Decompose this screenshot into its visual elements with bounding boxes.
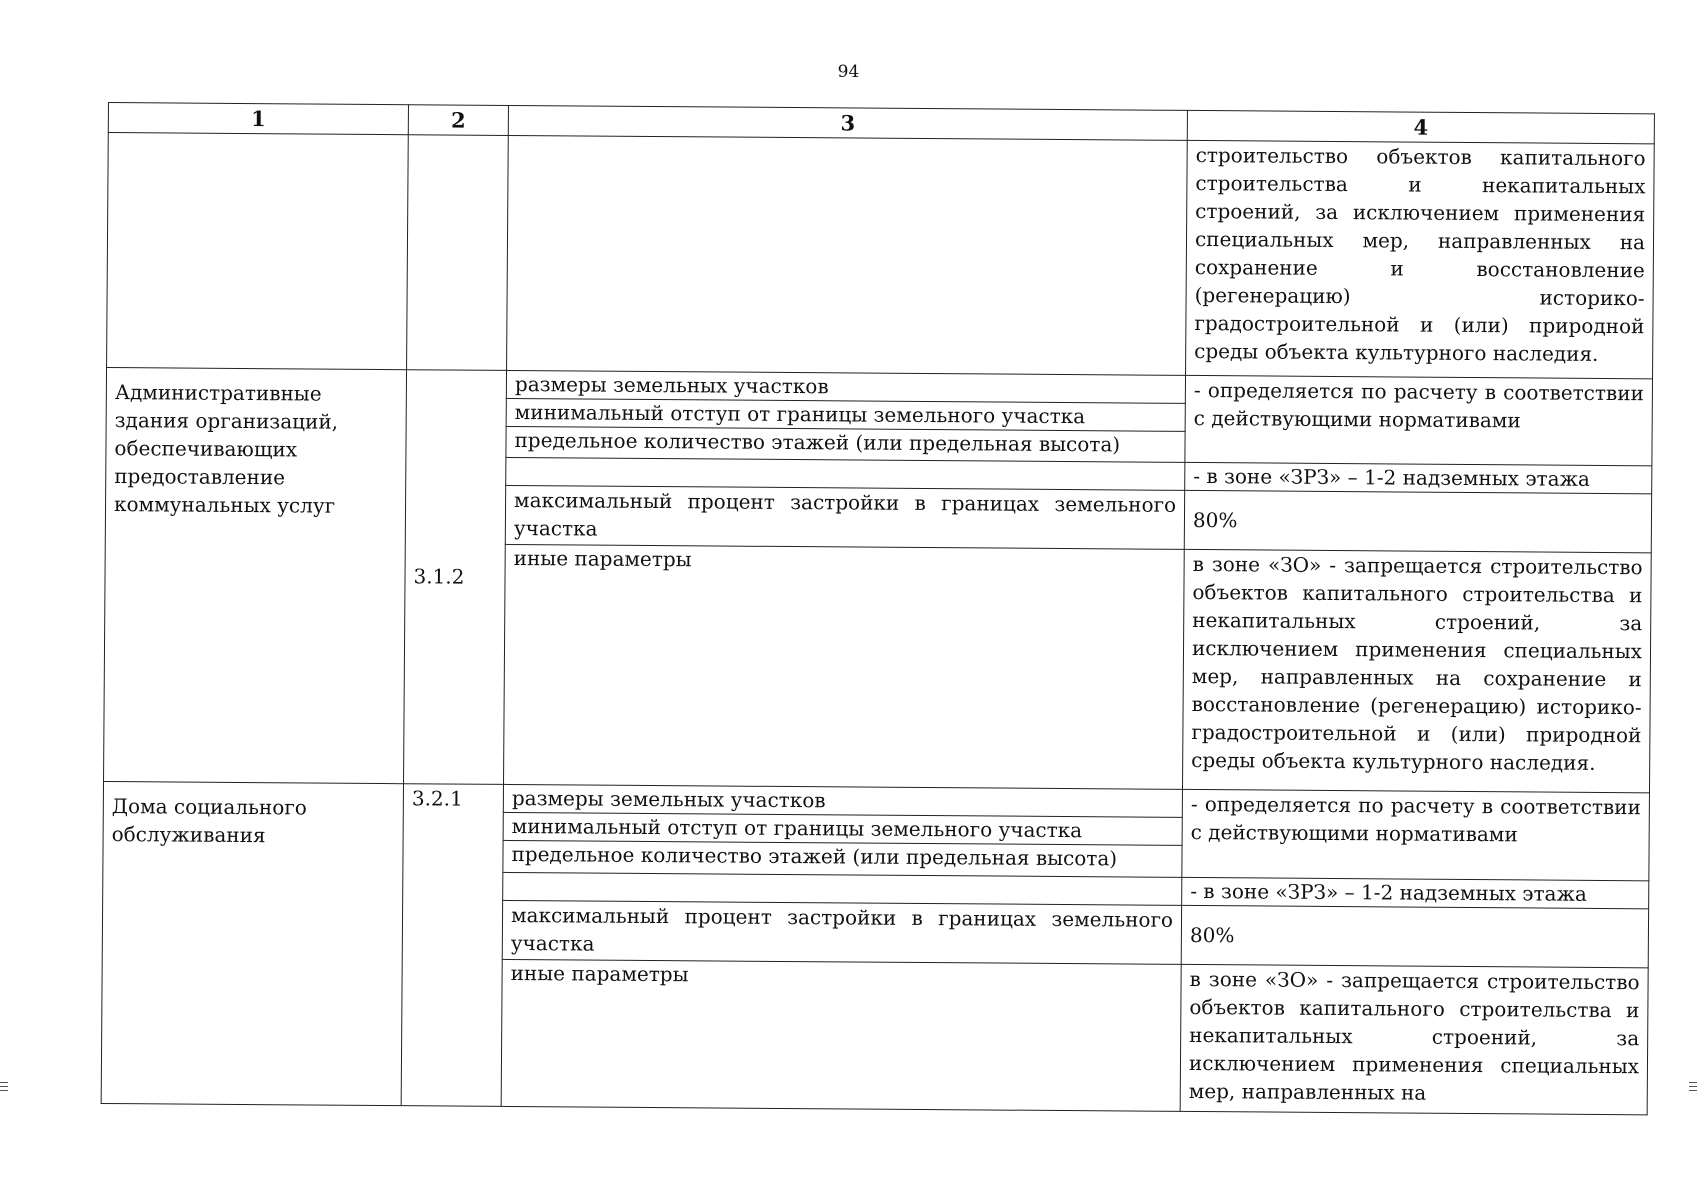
param-floors: предельное количество этажей (или предельная высота)	[506, 426, 1185, 462]
scan-edge-mark	[1689, 1082, 1697, 1083]
value-zrz: - в зоне «ЗРЗ» – 1-2 надземных этажа	[1182, 877, 1649, 909]
scan-edge-mark	[0, 1082, 8, 1083]
scan-edge-mark	[0, 1090, 8, 1091]
scan-edge-mark	[0, 1086, 8, 1087]
value-norms-text: - определяется по расчету в соответствии с действующими нормативами	[1190, 792, 1641, 847]
scan-edge-mark	[1689, 1086, 1697, 1087]
use-type-name: Дома социального обслуживания	[101, 782, 403, 1106]
param-floors: предельное количество этажей (или предельная высота)	[503, 841, 1182, 877]
value-other: в зоне «ЗО» - запрещается строительство объектов капитального строительства и некапитальных строений, за исключением применения специальных мер, направленных на сохранение и восстановление (регенерацию) историко-градостроительной и (или) природной среды объекта культурного наследия.	[1182, 550, 1651, 793]
cell-empty	[507, 136, 1188, 375]
param-coverage: максимальный процент застройки в границах земельного участка	[502, 900, 1181, 964]
scan-edge-mark	[1689, 1090, 1697, 1091]
use-type-code: 3.1.2	[404, 369, 507, 784]
column-header-2: 2	[408, 105, 508, 136]
param-setback: минимальный отступ от границы земельного участка	[506, 398, 1185, 431]
column-header-1: 1	[108, 103, 408, 135]
value-other: в зоне «ЗО» - запрещается строительство объектов капитального строительства и некапитальных строений, за исключением применения специальных мер, направленных на	[1180, 964, 1648, 1114]
value-coverage: 80%	[1181, 905, 1648, 968]
value-norms	[1185, 375, 1653, 466]
param-other: иные параметры	[504, 545, 1185, 790]
value-coverage: 80%	[1184, 491, 1651, 554]
param-other: иные параметры	[501, 959, 1181, 1111]
use-type-name: Административные здания организаций, обеспечивающих предоставление коммунальных услуг	[104, 367, 407, 784]
param-setback: минимальный отступ от границы земельного участка	[503, 813, 1182, 846]
page-number: 94	[837, 62, 860, 82]
param-coverage: максимальный процент застройки в границах земельного участка	[505, 486, 1184, 550]
value-norms	[1182, 789, 1650, 880]
use-type-code: 3.2.1	[401, 784, 503, 1107]
value-norms-text: - определяется по расчету в соответствии с действующими нормативами	[1193, 377, 1644, 432]
column-header-4: 4	[1187, 110, 1654, 144]
value-zrz: - в зоне «ЗРЗ» – 1-2 надземных этажа	[1185, 462, 1652, 494]
param-sizes: размеры земельных участков	[506, 370, 1185, 403]
column-header-3: 3	[508, 105, 1187, 140]
continuation-value: строительство объектов капитального строительства и некапитальных строений, за исключением применения специальных мер, направленных на сохранение и восстановление (регенерацию) историко-градостроительной и (или) природной среды объекта культурного наследия.	[1186, 141, 1655, 379]
zoning-parameters-table	[101, 102, 1655, 1115]
cell-empty	[407, 135, 509, 370]
cell-empty	[107, 133, 409, 370]
table-row-continuation	[107, 133, 1655, 379]
param-sizes: размеры земельных участков	[503, 784, 1182, 817]
